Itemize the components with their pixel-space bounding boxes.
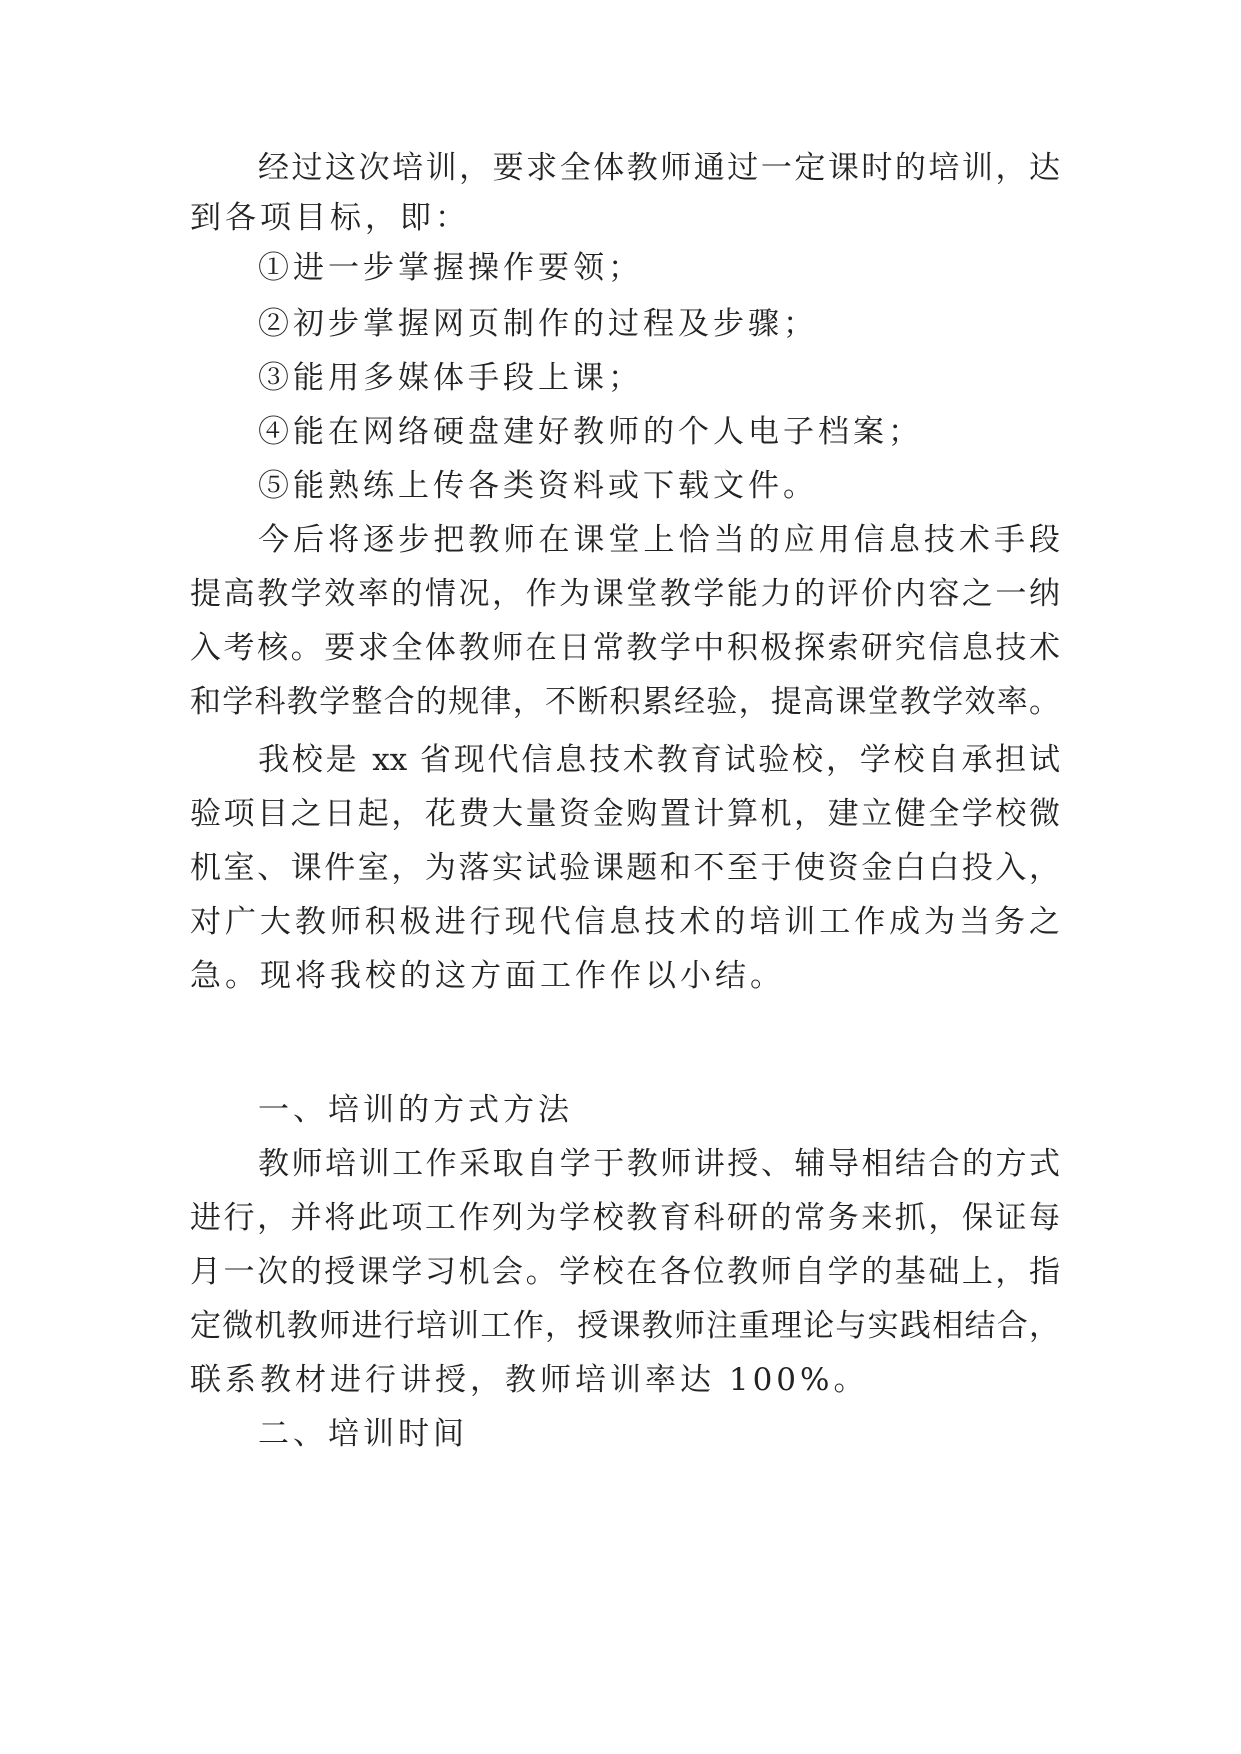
paragraph-4-line-1: 教师培训工作采取自学于教师讲授、辅导相结合的方式 xyxy=(258,1146,1060,1182)
paragraph-3-line-2: 验项目之日起，花费大量资金购置计算机，建立健全学校微 xyxy=(190,796,1060,832)
paragraph-3-line-5: 急。现将我校的这方面工作作以小结。 xyxy=(190,958,785,994)
section-heading-1: 一、培训的方式方法 xyxy=(258,1092,573,1128)
paragraph-4-line-2: 进行，并将此项工作列为学校教育科研的常务来抓，保证每 xyxy=(190,1200,1060,1236)
paragraph-3-line-4: 对广大教师积极进行现代信息技术的培训工作成为当务之 xyxy=(190,904,1060,940)
paragraph-4-line-4: 定微机教师进行培训工作，授课教师注重理论与实践相结合， xyxy=(190,1308,1060,1344)
goal-item-2: ②初步掌握网页制作的过程及步骤； xyxy=(258,306,818,342)
paragraph-2-line-1: 今后将逐步把教师在课堂上恰当的应用信息技术手段 xyxy=(258,522,1060,558)
goal-item-3: ③能用多媒体手段上课； xyxy=(258,360,643,396)
paragraph-4-line-3: 月一次的授课学习机会。学校在各位教师自学的基础上，指 xyxy=(190,1254,1060,1290)
paragraph-3-line-1: 我校是 xx 省现代信息技术教育试验校，学校自承担试 xyxy=(258,742,1060,778)
paragraph-2-line-3: 入考核。要求全体教师在日常教学中积极探索研究信息技术 xyxy=(190,630,1060,666)
goal-item-4: ④能在网络硬盘建好教师的个人电子档案； xyxy=(258,414,923,450)
section-heading-2: 二、培训时间 xyxy=(258,1416,468,1452)
paragraph-1-line-1: 经过这次培训，要求全体教师通过一定课时的培训，达 xyxy=(258,150,1060,186)
paragraph-2-line-2: 提高教学效率的情况，作为课堂教学能力的评价内容之一纳 xyxy=(190,576,1060,612)
paragraph-4-line-5: 联系教材进行讲授，教师培训率达 100%。 xyxy=(190,1362,869,1398)
goal-item-1: ①进一步掌握操作要领； xyxy=(258,250,643,286)
goal-item-5: ⑤能熟练上传各类资料或下载文件。 xyxy=(258,468,818,504)
paragraph-3-line-3: 机室、课件室，为落实试验课题和不至于使资金白白投入， xyxy=(190,850,1060,886)
paragraph-1-line-2: 到各项目标，即： xyxy=(190,200,470,236)
paragraph-2-line-4: 和学科教学整合的规律，不断积累经验，提高课堂教学效率。 xyxy=(190,684,1060,720)
